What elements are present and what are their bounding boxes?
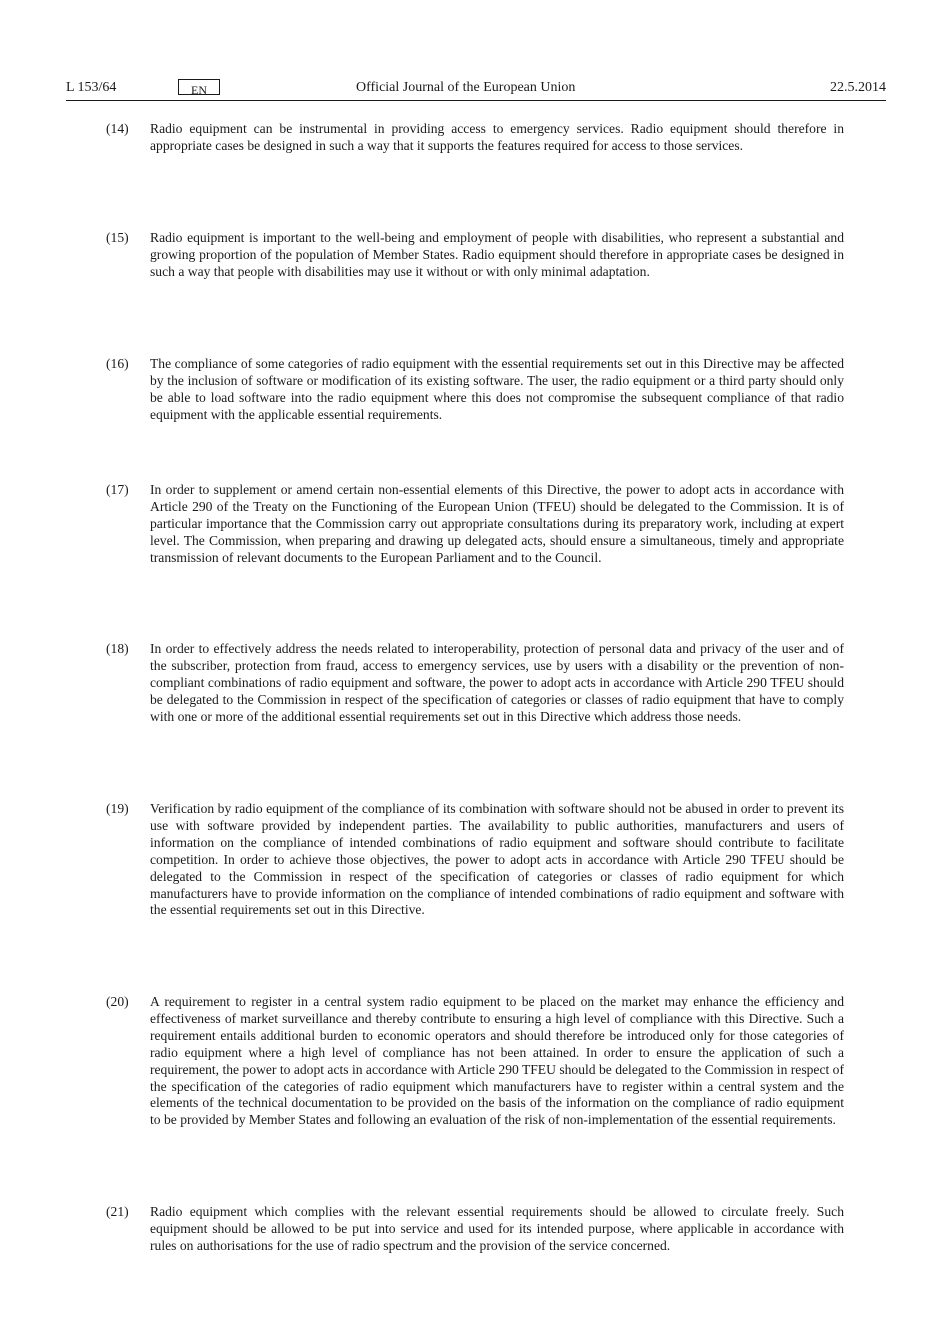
- recital-number: (21): [106, 1204, 129, 1219]
- recital-number: (15): [106, 230, 129, 245]
- recital-18: [106, 641, 844, 726]
- recital-text: Verification by radio equipment of the compliance of its combination with software should not be abused in order to prevent its use with software provided by independent parties. The availability to public authorities, manufacturers and users of information on the compliance of intended combinations of radio equipment and software should contribute to facilitate competition. In order to achieve those objectives, the power to adopt acts in accordance with Article 290 TFEU should be delegated to the Commission in respect of the specification of categories or classes of radio equipment for which manufacturers have to provide information on the compliance of intended combinations of radio equipment and software with the essential requirements set out in this Directive.: [150, 801, 844, 918]
- header-divider: [66, 100, 886, 101]
- recital-text: A requirement to register in a central system radio equipment to be placed on the market may enhance the efficiency and effectiveness of market surveillance and thereby contribute to ensuring a high level of compliance with this Directive. Such a requirement entails additional burden to economic operators and should therefore be introduced only for those categories of radio equipment where a high level of compliance has not been attained. In order to ensure the application of such a requirement, the power to adopt acts in accordance with Article 290 TFEU should be delegated to the Commission in respect of the specification of the categories of radio equipment which manufacturers have to register within a central system and the elements of the technical documentation to be provided on the basis of the information on the compliance of radio equipment to be provided by Member States and following an evaluation of the risk of non-implementation of the essential requirements.: [150, 994, 844, 1128]
- recital-number: (14): [106, 121, 129, 136]
- language-badge: EN: [178, 79, 220, 95]
- page-header: [66, 78, 886, 100]
- recital-number: (20): [106, 994, 129, 1009]
- recital-number: (19): [106, 801, 129, 816]
- publication-date: 22.5.2014: [830, 80, 886, 95]
- journal-title: Official Journal of the European Union: [356, 80, 576, 95]
- journal-reference: L 153/64: [66, 80, 117, 95]
- recital-21: [106, 1204, 844, 1255]
- recital-number: (16): [106, 356, 129, 371]
- recital-15: [106, 230, 844, 281]
- recital-14: [106, 121, 844, 155]
- recital-17: [106, 482, 844, 567]
- recital-text: Radio equipment can be instrumental in providing access to emergency services. Radio equipment should therefore in appropriate cases be designed in such a way that it supports the features required for access to those services.: [150, 121, 844, 153]
- recital-20: [106, 994, 844, 1129]
- recital-text: The compliance of some categories of radio equipment with the essential requirements set out in this Directive may be affected by the inclusion of software or modification of its existing software. The user, the radio equipment or a third party should only be able to load software into the radio equipment where this does not compromise the subsequent compliance of that radio equipment with the applicable essential requirements.: [150, 356, 844, 422]
- recital-text: In order to effectively address the needs related to interoperability, protection of personal data and privacy of the user and of the subscriber, protection from fraud, access to emergency services, use by users with a disability or the prevention of non-compliant combinations of radio equipment and software, the power to adopt acts in accordance with Article 290 TFEU should be delegated to the Commission in respect of the specification of categories or classes of radio equipment that have to comply with one or more of the additional essential requirements set out in this Directive which address those needs.: [150, 641, 844, 724]
- recital-19: [106, 801, 844, 919]
- recital-16: [106, 356, 844, 424]
- recital-number: (17): [106, 482, 129, 497]
- recital-text: In order to supplement or amend certain non-essential elements of this Directive, the power to adopt acts in accordance with Article 290 of the Treaty on the Functioning of the European Union (TFEU) should be delegated to the Commission. It is of particular importance that the Commission carry out appropriate consultations during its preparatory work, including at expert level. The Commission, when preparing and drawing up delegated acts, should ensure a simultaneous, timely and appropriate transmission of relevant documents to the European Parliament and to the Council.: [150, 482, 844, 565]
- recital-text: Radio equipment is important to the well-being and employment of people with disabilities, who represent a substantial and growing proportion of the population of Member States. Radio equipment should therefore in appropriate cases be designed in such a way that people with disabilities may use it without or with only minimal adaptation.: [150, 230, 844, 279]
- recital-text: Radio equipment which complies with the relevant essential requirements should be allowed to circulate freely. Such equipment should be allowed to be put into service and used for its intended purpose, where applicable in accordance with rules on authorisations for the use of radio spectrum and the provision of the service concerned.: [150, 1204, 844, 1253]
- recital-number: (18): [106, 641, 129, 656]
